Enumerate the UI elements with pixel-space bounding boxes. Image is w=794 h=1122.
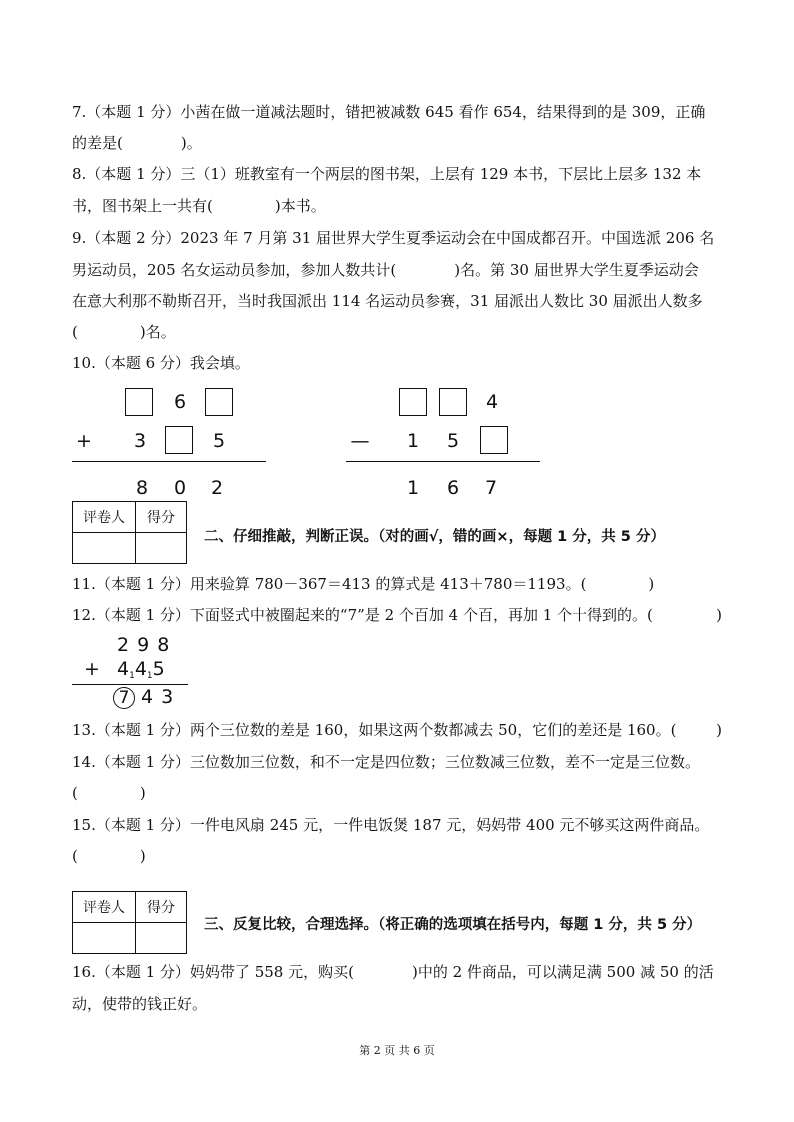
q13-text: 13.（本题 1 分）两个三位数的差是 160，如果这两个数都减去 50，它们的差还是 160。(: [72, 721, 677, 739]
q13-close: ): [716, 721, 722, 739]
add-top-box-3[interactable]: [205, 388, 233, 416]
q15-line2: [72, 846, 146, 866]
sub-top-digit-3: 4: [485, 391, 499, 413]
section2-title: 二、仔细推敲，判断正误。（对的画√，错的画×，每题 1 分，共 5 分）: [204, 529, 665, 545]
q8-suffix: )本书。: [274, 197, 326, 215]
sub-mid-digit-1: 1: [406, 430, 420, 452]
reviewer-label: 评卷人: [73, 502, 136, 533]
sub-result-digit-3: 7: [484, 477, 498, 499]
q7-line1: 7.（本题 1 分）小茜在做一道减法题时，错把被减数 645 看作 654，结果得到的是 309，正确: [72, 103, 706, 121]
q11-text: 11.（本题 1 分）用来验算 780－367＝413 的算式是 413＋780＝1193。(: [72, 575, 587, 593]
sub-minus-sign: —: [350, 430, 370, 452]
sub-top-box-1[interactable]: [399, 388, 427, 416]
sub-top-box-2[interactable]: [439, 388, 467, 416]
q11-close: ): [648, 575, 655, 593]
score-label: 得分: [136, 502, 187, 533]
reviewer-label: 评卷人: [73, 892, 136, 923]
q8-line2: [72, 196, 326, 216]
score-label: 得分: [136, 892, 187, 923]
add-result-digit-2: 0: [173, 477, 187, 499]
page-footer: 第 2 页 共 6 页: [359, 1044, 435, 1057]
add-result-digit-3: 2: [210, 477, 224, 499]
calc-carry-1: 1: [129, 671, 135, 681]
reviewer-cell[interactable]: [73, 533, 136, 564]
q9-open-paren: (: [72, 323, 78, 341]
reviewer-cell[interactable]: [73, 923, 136, 954]
sub-mid-box-3[interactable]: [480, 426, 508, 454]
sub-mid-digit-2: 5: [446, 430, 460, 452]
calc-carry-2: 1: [146, 671, 153, 681]
q7-suffix: )。: [180, 134, 202, 152]
q8-line1: 8.（本题 1 分）三（1）班教室有一个两层的图书架，上层有 129 本书，下层比上层多 132 本: [72, 165, 702, 183]
calc-sum-line: [72, 684, 188, 685]
score-cell[interactable]: [136, 923, 187, 954]
add-result-digit-1: 8: [135, 477, 149, 499]
q12-close: ): [716, 606, 722, 624]
q14-line1: 14.（本题 1 分）三位数加三位数，和不一定是四位数；三位数减三位数，差不一定是三位数。: [72, 753, 700, 771]
q10-line1: 10.（本题 6 分）我会填。: [72, 354, 250, 372]
add-sum-line: [72, 461, 266, 462]
q14-close: ): [139, 784, 146, 802]
sub-diff-line: [346, 461, 540, 462]
calc-row2: [117, 658, 165, 687]
calc-plus-sign: +: [84, 658, 100, 680]
q11-line: [72, 574, 654, 594]
add-mid-digit-3: 5: [212, 430, 226, 452]
sub-result-digit-2: 6: [446, 477, 460, 499]
q15-close: ): [139, 847, 146, 865]
calc-row2-digit1: 4: [117, 658, 130, 680]
add-top-digit-2: 6: [173, 391, 187, 413]
add-mid-box-2[interactable]: [165, 426, 193, 454]
sub-result-digit-1: 1: [406, 477, 420, 499]
q9-prefix: 男运动员，205 名女运动员参加，参加人数共计(: [72, 261, 397, 279]
q16-suffix: )中的 2 件商品，可以满足满 500 减 50 的活: [411, 963, 714, 981]
calc-result: [113, 686, 174, 709]
calc-row1: 2 9 8: [117, 634, 171, 656]
q16-prefix: 16.（本题 1 分）妈妈带了 558 元，购买(: [72, 963, 354, 981]
q14-line2: [72, 783, 146, 803]
q15-open-paren: (: [72, 847, 78, 865]
q15-line1: 15.（本题 1 分）一件电风扇 245 元，一件电饭煲 187 元，妈妈带 400 元不够买这两件商品。: [72, 816, 710, 834]
q9-suffix: )名。: [139, 323, 176, 341]
score-box-section2: [72, 501, 187, 564]
q12-line: [72, 605, 722, 625]
q9-line4: [72, 322, 176, 342]
score-box-section3: [72, 891, 187, 954]
q9-line2: [72, 260, 699, 280]
calc-row2-digit2: 4: [134, 658, 147, 680]
q7-line2: [72, 133, 202, 153]
q9-line1: 9.（本题 2 分）2023 年 7 月第 31 届世界大学生夏季运动会在中国成都召开。中国选派 206 名: [72, 229, 715, 247]
q7-prefix: 的差是(: [72, 134, 123, 152]
q8-prefix: 书，图书架上一共有(: [72, 197, 213, 215]
add-mid-digit-1: 3: [133, 430, 147, 452]
add-plus-sign: +: [76, 430, 92, 452]
calc-row2-digit3: 5: [152, 658, 165, 680]
q16-line1: [72, 962, 714, 982]
calc-result-rest: 4 3: [141, 686, 175, 708]
q9-middle: )名。第 30 届世界大学生夏季运动会: [454, 261, 699, 279]
q12-text: 12.（本题 1 分）下面竖式中被圈起来的“7”是 2 个百加 4 个百，再加 1 个十得到的。(: [72, 606, 653, 624]
q14-open-paren: (: [72, 784, 78, 802]
q16-line2: 动，使带的钱正好。: [72, 995, 208, 1013]
section3-title: 三、反复比较，合理选择。（将正确的选项填在括号内，每题 1 分，共 5 分）: [204, 917, 702, 933]
q13-line: [72, 720, 722, 740]
score-cell[interactable]: [136, 533, 187, 564]
calc-circled-digit: 7: [113, 687, 135, 709]
q9-line3: 在意大利那不勒斯召开，当时我国派出 114 名运动员参赛，31 届派出人数比 30 届派出人数多: [72, 292, 703, 310]
add-top-box-1[interactable]: [125, 388, 153, 416]
